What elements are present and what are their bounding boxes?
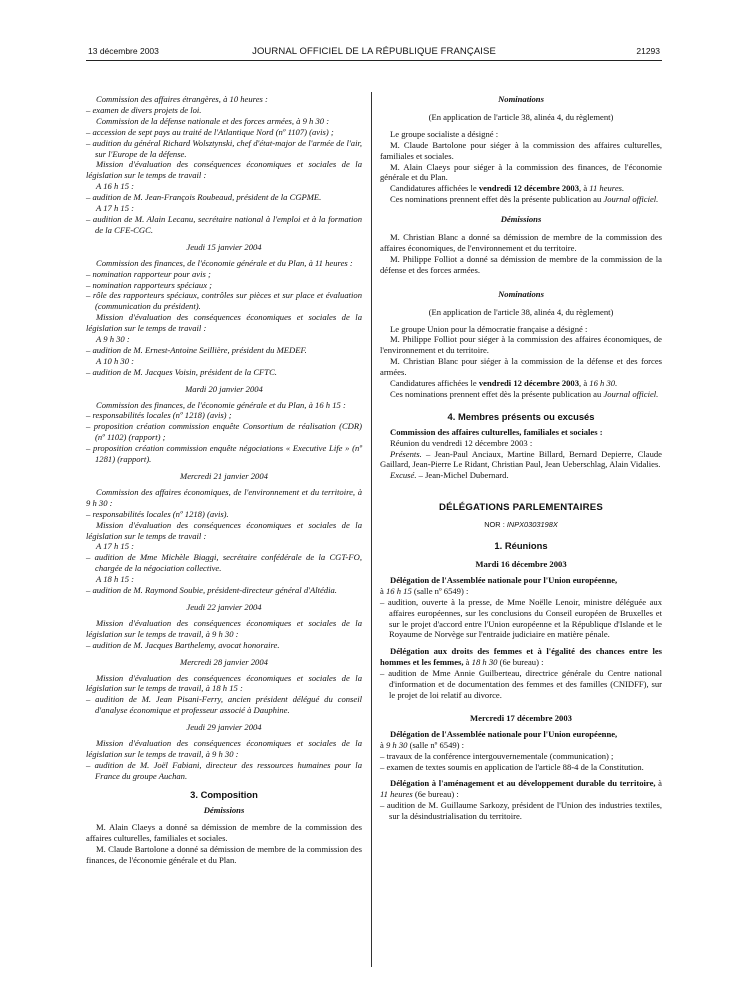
list-item: – nomination rapporteur pour avis ;: [86, 268, 211, 279]
section-heading: 1. Réunions: [494, 540, 548, 552]
date-heading: Jeudi 22 janvier 2004: [186, 601, 262, 612]
list-item: – travaux de la conférence intergouvernementale (communication) ;: [380, 750, 614, 761]
list-item: – accession de sept pays au traité de l'Atlantique Nord (nº 1107) (avis) ;: [86, 126, 334, 137]
page-number: 21293: [636, 46, 660, 56]
paragraph: Commission de la défense nationale et des forces armées, à 9 h 30 :: [96, 115, 330, 126]
list-item: – audition de M. Jacques Barthelemy, avocat honoraire.: [86, 639, 280, 650]
time-label: A 9 h 30 :: [96, 334, 130, 345]
list-item: – audition de M. Joël Fabiani, directeur des ressources humaines pour la France du groupe Auchan.: [86, 759, 362, 781]
section-heading: 3. Composition: [190, 788, 258, 800]
paragraph: Délégation à l'aménagement et au développement durable du territoire, à 11 heures (6e bureau) :: [380, 778, 662, 800]
paragraph: M. Philippe Folliot pour siéger à la commission des affaires économiques, de l'environnement et du territoire.: [380, 334, 662, 356]
list-item: – audition de M. Guillaume Sarkozy, président de l'Union des industries textiles, sur la désindustrialisation du territoire.: [380, 800, 662, 822]
paragraph: Mission d'évaluation des conséquences économiques et sociales de la législation sur le temps de travail :: [86, 519, 362, 541]
paragraph: Commission des affaires économiques, de l'environnement et du territoire, à 9 h 30 :: [86, 486, 362, 508]
header-date: 13 décembre 2003: [88, 46, 159, 56]
list-item: – examen de divers projets de loi.: [86, 104, 202, 115]
paragraph: Réunion du vendredi 12 décembre 2003 :: [390, 437, 533, 448]
list-item: – audition de M. Alain Lecanu, secrétaire national à l'emploi et à la formation de la CFE-CGC.: [86, 213, 362, 235]
paragraph: Candidatures affichées le vendredi 12 décembre 2003, à 16 h 30.: [390, 378, 618, 389]
paragraph: Mission d'évaluation des conséquences économiques et sociales de la législation sur le temps de travail, à 9 h 30 :: [86, 617, 362, 639]
list-item: – audition de M. Jean-François Roubeaud, président de la CGPME.: [86, 192, 322, 203]
list-item: – audition de Mme Annie Guilberteau, directrice générale du Centre national d'information et de documentation des femmes et des familles (CNIDFF), sur le projet de loi relatif au divorce.: [380, 668, 662, 700]
date-heading: Mercredi 28 janvier 2004: [180, 656, 268, 667]
paragraph: M. Claude Bartolone a donné sa démission de membre de la commission des finances, de l'économie générale et du Plan.: [86, 844, 362, 866]
header-rule: [86, 60, 662, 61]
paragraph: Délégation de l'Assemblée nationale pour l'Union européenne, à 9 h 30 (salle nº 6549) :: [380, 728, 618, 750]
paragraph: Le groupe Union pour la démocratie française a désigné :: [390, 323, 588, 334]
date-heading: Mercredi 21 janvier 2004: [180, 471, 268, 481]
list-item: – audition du général Richard Wolsztynski, chef d'état-major de l'armée de l'air, sur l'Europe de la défense.: [86, 137, 362, 159]
paragraph: Le groupe socialiste a désigné :: [390, 128, 499, 139]
paragraph: M. Alain Claeys pour siéger à la commission des finances, de l'économie générale et du Plan.: [380, 161, 662, 183]
paragraph: M. Claude Bartolone pour siéger à la commission des affaires culturelles, familiales et sociales.: [380, 139, 662, 161]
list-item: – audition de Mme Michèle Biaggi, secrétaire confédérale de la CGT-FO, chargée de la négociation collective.: [86, 552, 362, 574]
time-label: A 17 h 15 :: [96, 203, 135, 214]
column-separator: [371, 92, 372, 967]
paragraph: M. Christian Blanc a donné sa démission de membre de la commission des affaires économiques, de l'environnement et du territoire.: [380, 232, 662, 253]
paragraph: Commission des finances, de l'économie générale et du Plan, à 11 heures :: [96, 257, 353, 268]
paragraph: Ces nominations prennent effet dès la présente publication au Journal officiel.: [390, 194, 659, 205]
paragraph: Excusé. – Jean-Michel Dubernard.: [390, 470, 509, 481]
nor-reference: NOR : INPX0303198X: [484, 520, 558, 530]
list-item: – nomination rapporteurs spéciaux ;: [86, 279, 213, 290]
list-item: – audition de M. Jean Pisani-Ferry, ancien président délégué du conseil d'analyse économique et professeur associé à Dauphine.: [86, 694, 362, 716]
paragraph: Commission des affaires culturelles, familiales et sociales :: [390, 426, 603, 437]
subsection-heading: Démissions: [203, 804, 245, 815]
paragraph: Candidatures affichées le vendredi 12 décembre 2003, à 11 heures.: [390, 183, 625, 194]
paragraph: (En application de l'article 38, alinéa 4, du règlement): [428, 306, 614, 317]
list-item: – audition de M. Ernest-Antoine Seillière, président du MEDEF.: [86, 344, 307, 355]
list-item: – responsabilités locales (nº 1218) (avis) ;: [86, 410, 232, 421]
time-label: A 17 h 15 :: [96, 541, 135, 552]
right-column: [380, 94, 662, 822]
time-label: A 10 h 30 :: [96, 355, 135, 366]
paragraph: M. Philippe Folliot a donné sa démission de membre de la commission de la défense et des forces armées.: [380, 253, 662, 275]
date-heading: Mercredi 17 décembre 2003: [470, 712, 572, 723]
journal-title: JOURNAL OFFICIEL DE LA RÉPUBLIQUE FRANÇAISE: [252, 46, 496, 57]
list-item: – audition de M. Raymond Soubie, président-directeur général d'Altédia.: [86, 585, 337, 596]
paragraph: Délégation de l'Assemblée nationale pour l'Union européenne, à 16 h 15 (salle nº 6549) :: [380, 574, 618, 596]
list-item: – audition de M. Jacques Voisin, président de la CFTC.: [86, 366, 277, 377]
paragraph: Mission d'évaluation des conséquences économiques et sociales de la législation sur le temps de travail, à 18 h 15 :: [86, 672, 362, 694]
paragraph: M. Alain Claeys a donné sa démission de membre de la commission des affaires culturelles, familiales et sociales.: [86, 822, 362, 844]
list-item: – responsabilités locales (nº 1218) (avis).: [86, 508, 229, 519]
paragraph: Ces nominations prennent effet dès la présente publication au Journal officiel.: [390, 388, 659, 399]
paragraph: Mission d'évaluation des conséquences économiques et sociales de la législation sur le temps de travail :: [86, 312, 362, 334]
list-item: – audition, ouverte à la presse, de Mme Noëlle Lenoir, ministre déléguée aux affaires européennes, sur les conclusions du Conseil européen de Bruxelles et sur le projet d'accord entre l'Union européenne et la République d'Islande et le Royaume de Norvège sur l'entraide judiciaire en matière pénale.: [380, 596, 662, 640]
date-heading: Jeudi 29 janvier 2004: [186, 722, 262, 733]
section-heading: 4. Membres présents ou excusés: [447, 410, 595, 422]
paragraph: Commission des affaires étrangères, à 10 heures :: [96, 94, 268, 104]
time-label: A 16 h 15 :: [96, 181, 135, 192]
paragraph: Mission d'évaluation des conséquences économiques et sociales de la législation sur le temps de travail :: [86, 159, 362, 181]
page-header: [0, 46, 748, 60]
paragraph: M. Christian Blanc pour siéger à la commission de la défense et des forces armées.: [380, 356, 662, 378]
date-heading: Mardi 16 décembre 2003: [475, 559, 567, 569]
date-heading: Mardi 20 janvier 2004: [185, 383, 263, 394]
date-heading: Jeudi 15 janvier 2004: [186, 241, 262, 252]
subsection-heading: Démissions: [500, 214, 542, 225]
list-item: – proposition création commission enquête négociations « Executive Life » (nº 1281) (rapport).: [86, 443, 362, 465]
list-item: – proposition création commission enquête Consortium de réalisation (CDR) (nº 1102) (rapport) ;: [86, 421, 362, 443]
left-column: [86, 94, 362, 866]
time-label: A 18 h 15 :: [96, 574, 135, 585]
paragraph: Présents. – Jean-Paul Anciaux, Martine Billard, Bernard Depierre, Claude Gaillard, Jean-Pierre Le Ridant, Christian Paul, Jean Ueberschlag, Alain Vidalies.: [380, 448, 662, 470]
paragraph: Commission des finances, de l'économie générale et du Plan, à 16 h 15 :: [96, 399, 346, 410]
subsection-heading: Nominations: [498, 288, 544, 299]
delegations-heading: DÉLÉGATIONS PARLEMENTAIRES: [438, 502, 604, 514]
list-item: – rôle des rapporteurs spéciaux, contrôles sur pièces et sur place et évaluation (communication du président).: [86, 290, 362, 312]
paragraph: Mission d'évaluation des conséquences économiques et sociales de la législation sur le temps de travail, à 9 h 30 :: [86, 738, 362, 759]
list-item: – examen de textes soumis en application de l'article 88-4 de la Constitution.: [380, 761, 644, 772]
paragraph: Délégation aux droits des femmes et à l'égalité des chances entre les hommes et les femmes, à 18 h 30 (6e bureau) :: [380, 646, 662, 668]
paragraph: (En application de l'article 38, alinéa 4, du règlement): [428, 111, 614, 122]
subsection-heading: Nominations: [498, 94, 544, 104]
